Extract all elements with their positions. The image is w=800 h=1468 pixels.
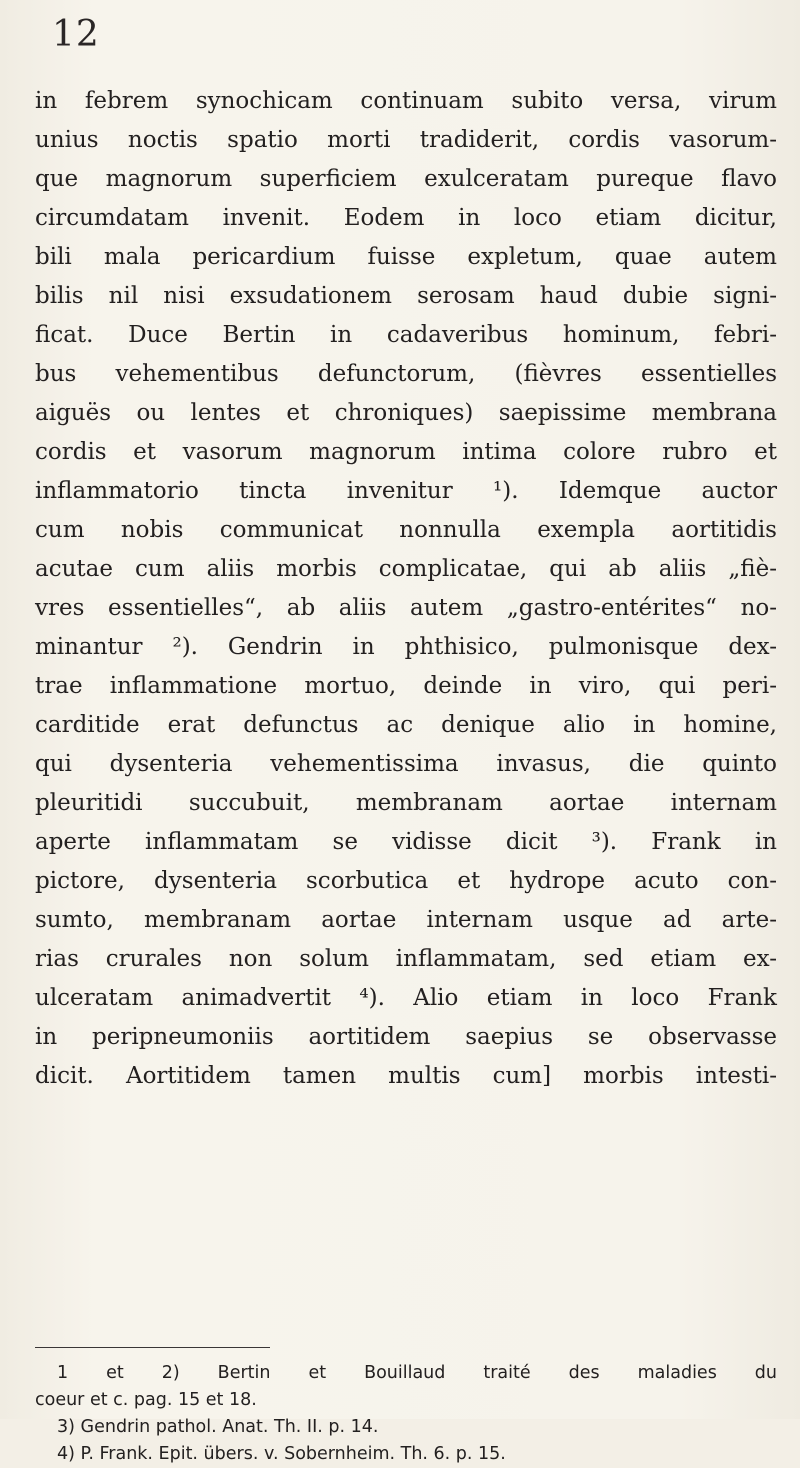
text-line: minantur ²). Gendrin in phthisico, pulmonisque dex- [35,634,777,660]
text-line: cordis et vasorum magnorum intima colore rubro et [35,439,777,465]
text-line: trae inflammatione mortuo, deinde in viro, qui peri- [35,673,777,699]
text-line: rias crurales non solum inflammatam, sed etiam ex- [35,946,777,972]
text-line: cum nobis communicat nonnulla exempla aortitidis [35,517,777,543]
footnotes [35,1360,777,1468]
text-line: qui dysenteria vehementissima invasus, die quinto [35,751,777,777]
text-line: bilis nil nisi exsudationem serosam haud dubie signi- [35,283,777,309]
text-line: bili mala pericardium fuisse expletum, quae autem [35,244,777,270]
text-line: aperte inflammatam se vidisse dicit ³). Frank in [35,829,777,855]
footnote: 3) Gendrin pathol. Anat. Th. II. p. 14. [57,1417,379,1437]
text-line: carditide erat defunctus ac denique alio in homine, [35,712,777,738]
text-line: sumto, membranam aortae internam usque ad arte- [35,907,777,933]
text-line: ulceratam animadvertit ⁴). Alio etiam in loco Frank [35,985,777,1011]
body-text [35,82,777,1096]
text-line: vres essentielles“, ab aliis autem „gastro-entérites“ no- [35,595,777,621]
footnote: 4) P. Frank. Epit. übers. v. Sobernheim. Th. 6. p. 15. [57,1444,506,1464]
text-line: ficat. Duce Bertin in cadaveribus hominum, febri- [35,322,777,348]
text-line: in peripneumoniis aortitidem saepius se observasse [35,1024,777,1050]
text-line: aiguës ou lentes et chroniques) saepissime membrana [35,400,777,426]
text-line: pleuritidi succubuit, membranam aortae internam [35,790,777,816]
text-line: circumdatam invenit. Eodem in loco etiam dicitur, [35,205,777,231]
text-line: unius noctis spatio morti tradiderit, cordis vasorum- [35,127,777,153]
page-number: 12 [52,14,100,55]
footnote: 1 et 2) Bertin et Bouillaud traité des maladies du [57,1363,777,1383]
text-line: inflammatorio tincta invenitur ¹). Idemque auctor [35,478,777,504]
text-line: pictore, dysenteria scorbutica et hydrope acuto con- [35,868,777,894]
text-line: bus vehementibus defunctorum, (fièvres essentielles [35,361,777,387]
text-line: acutae cum aliis morbis complicatae, qui ab aliis „fiè- [35,556,777,582]
footnote: coeur et c. pag. 15 et 18. [35,1390,257,1410]
text-line: in febrem synochicam continuam subito versa, virum [35,88,777,114]
text-line: que magnorum superficiem exulceratam pureque flavo [35,166,777,192]
text-line: dicit. Aortitidem tamen multis cum] morbis intesti- [35,1063,777,1089]
footnote-rule [35,1347,270,1348]
